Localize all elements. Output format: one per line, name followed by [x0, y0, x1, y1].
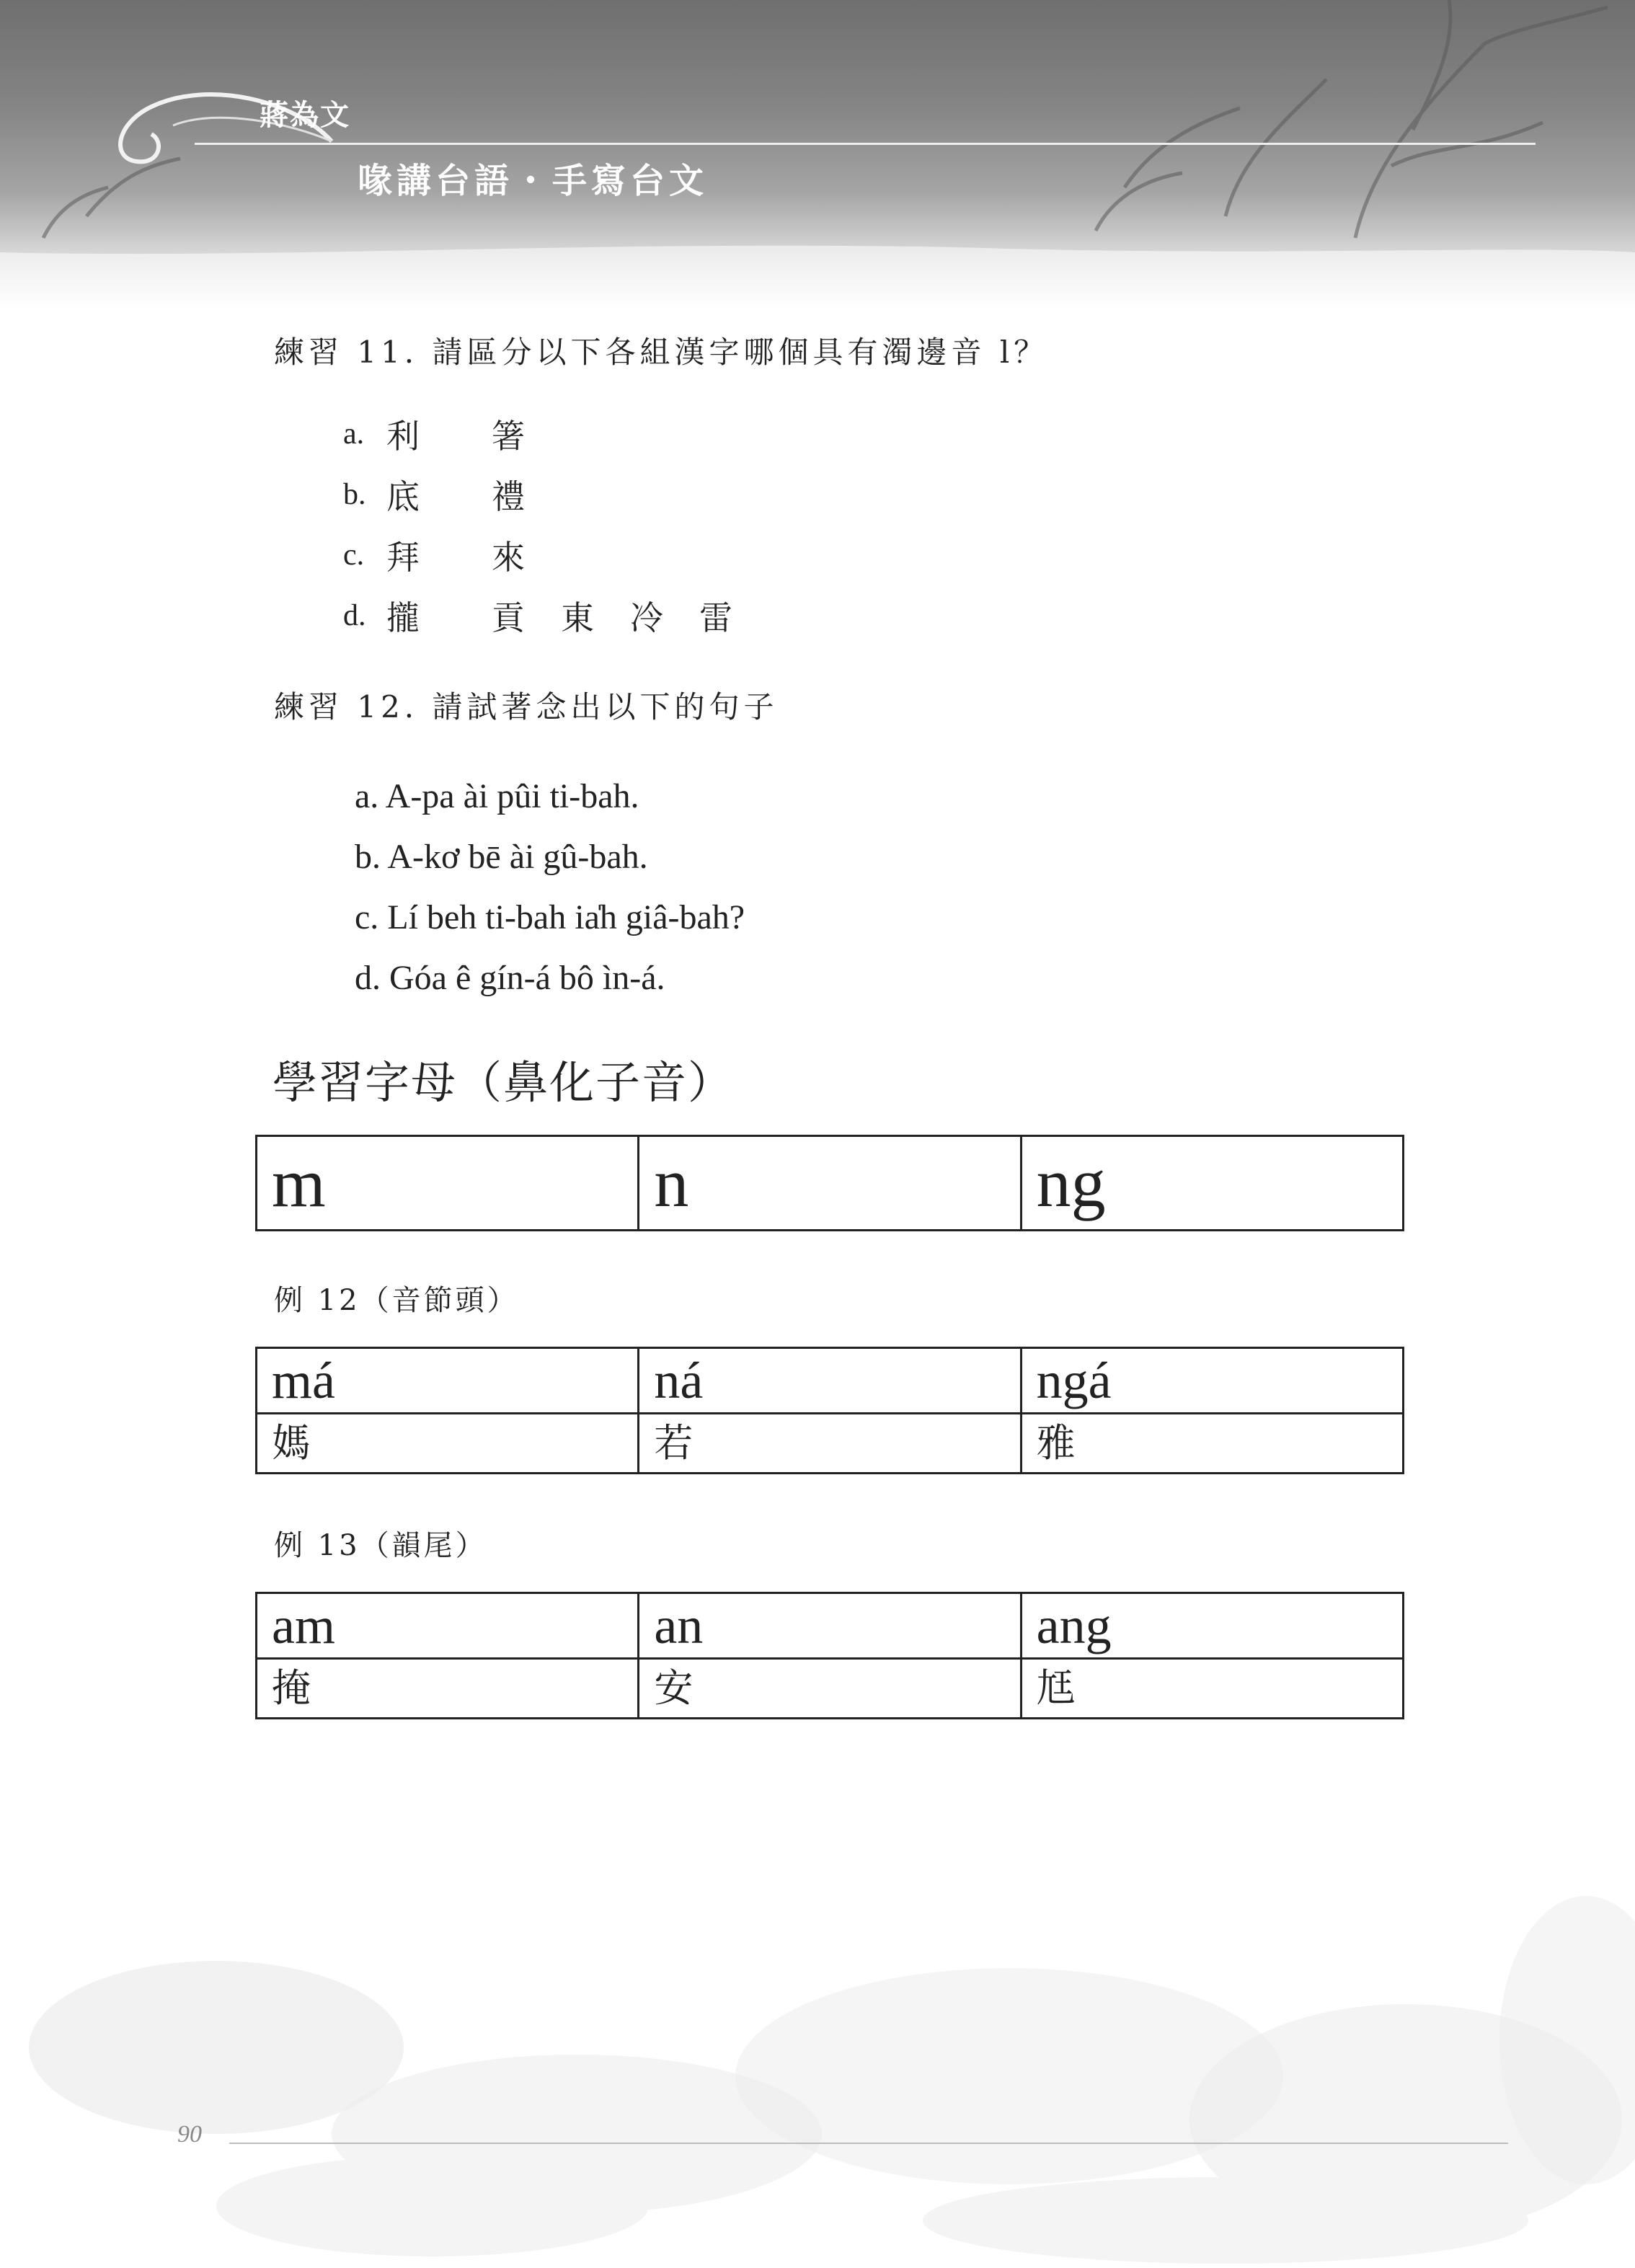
table-cell: ang: [1021, 1593, 1403, 1659]
table-cell: 媽: [257, 1414, 639, 1474]
footer-watermark: [0, 1860, 1635, 2265]
exercise-12-title: 練習 12. 請試著念出以下的句子: [274, 689, 779, 725]
footer-rule: [229, 2143, 1508, 2144]
table-row: [257, 1136, 1404, 1231]
exercise-11-title: 練習 11. 請區分以下各組漢字哪個具有濁邊音 l？: [274, 335, 1049, 370]
page-number: 90: [177, 2121, 202, 2148]
header-rule: [195, 143, 1536, 145]
table-cell: ng: [1021, 1136, 1403, 1231]
table-row: [257, 1659, 1404, 1719]
exercise-11-list: [343, 404, 768, 646]
list-item: a. A-pa ài pûi ti-bah.: [355, 776, 639, 815]
nasal-letters-table: [255, 1135, 1404, 1231]
exercise-12-list: [355, 766, 745, 1008]
table-row: [257, 1414, 1404, 1474]
list-item: b. A-kơ bē ài gû-bah.: [355, 837, 648, 876]
example-12-label: 例 12（音節頭）: [274, 1284, 519, 1317]
list-item: d. 攏 貢 東 冷 雷: [343, 598, 735, 637]
table-cell: ná: [639, 1348, 1021, 1414]
example-13-table: [255, 1592, 1404, 1719]
list-item: c. 拜 來: [343, 538, 528, 577]
section-heading: 學習字母（鼻化子音）: [272, 1056, 735, 1109]
table-cell: 掩: [257, 1659, 639, 1719]
table-cell: 安: [639, 1659, 1021, 1719]
list-item: c. Lí beh ti-bah ia̍h giâ-bah?: [355, 898, 745, 936]
table-cell: 尪: [1021, 1659, 1403, 1719]
table-cell: an: [639, 1593, 1021, 1659]
list-item: a. 利 箸: [343, 417, 528, 456]
table-row: [257, 1593, 1404, 1659]
table-cell: m: [257, 1136, 639, 1231]
table-cell: ngá: [1021, 1348, 1403, 1414]
author-name: 蔣為文: [260, 98, 350, 132]
table-cell: am: [257, 1593, 639, 1659]
ink-wash-decoration: [0, 1860, 1635, 2265]
table-row: [257, 1348, 1404, 1414]
table-cell: 若: [639, 1414, 1021, 1474]
table-cell: 雅: [1021, 1414, 1403, 1474]
header-banner: [0, 0, 1635, 310]
table-cell: n: [639, 1136, 1021, 1231]
list-item: b. 底 禮: [343, 477, 528, 516]
example-13-label: 例 13（韻尾）: [274, 1529, 487, 1562]
book-title: 喙講台語・手寫台文: [358, 161, 709, 201]
table-cell: má: [257, 1348, 639, 1414]
example-12-table: [255, 1347, 1404, 1474]
list-item: d. Góa ê gín-á bô ìn-á.: [355, 958, 665, 997]
